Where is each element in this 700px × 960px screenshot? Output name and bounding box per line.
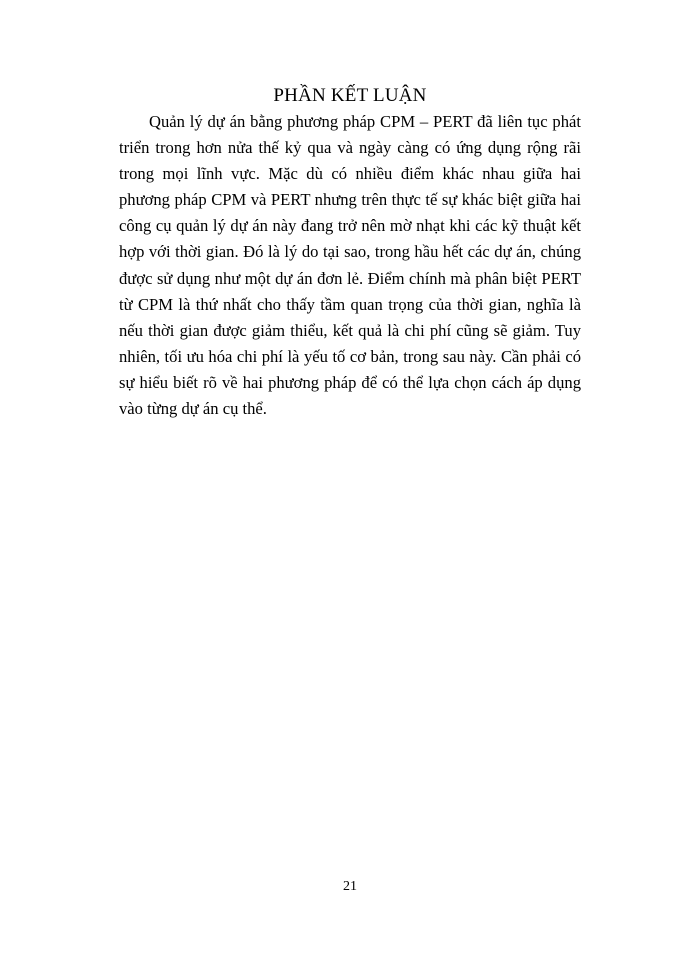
page-number: 21: [343, 879, 357, 894]
page-title: PHẦN KẾT LUẬN: [273, 85, 427, 106]
conclusion-paragraph: Quản lý dự án bằng phương pháp CPM – PERT đã liên tục phát triển trong hơn nửa thế kỷ qua và ngày càng có ứng dụng rộng rãi trong mọi lĩnh vực. Mặc dù có nhiều điểm khác nhau giữa hai phương pháp CPM và PERT nhưng trên thực tế sự khác biệt giữa hai công cụ quản lý dự án này đang trở nên mờ nhạt khi các kỹ thuật kết hợp với thời gian. Đó là lý do tại sao, trong hầu hết các dự án, chúng được sử dụng như một dự án đơn lẻ. Điểm chính mà phân biệt PERT từ CPM là thứ nhất cho thấy tầm quan trọng của thời gian, nghĩa là nếu thời gian được giảm thiểu, kết quả là chi phí cũng sẽ giảm. Tuy nhiên, tối ưu hóa chi phí là yếu tố cơ bản, trong sau này. Cần phải có sự hiểu biết rõ về hai phương pháp để có thể lựa chọn cách áp dụng vào từng dự án cụ thể.: [119, 112, 581, 419]
